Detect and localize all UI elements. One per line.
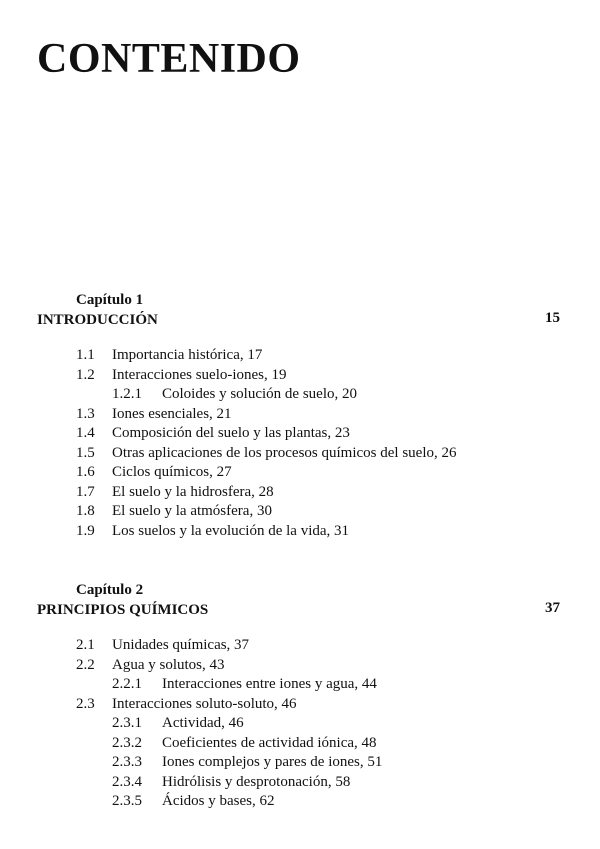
chapter-label: Capítulo 1 (76, 292, 144, 308)
section-title: Interacciones entre iones y agua, 44 (162, 676, 377, 692)
section-number: 2.3.1 (112, 715, 142, 731)
section-number: 1.8 (76, 503, 95, 519)
toc-subentry (0, 793, 600, 813)
section-title: El suelo y la hidrosfera, 28 (112, 483, 274, 500)
toc-entry (0, 445, 600, 465)
toc-entry (0, 425, 600, 445)
section-number: 1.3 (76, 405, 95, 422)
toc-subentry (0, 715, 600, 735)
section-number: 2.3.3 (112, 754, 142, 770)
section-title: Ciclos químicos, 27 (112, 464, 232, 480)
chapter-entries (0, 637, 600, 813)
toc-entry (0, 523, 600, 543)
section-number: 2.3.5 (112, 793, 142, 809)
section-title: Interacciones suelo-iones, 19 (112, 366, 287, 383)
section-title: Otras aplicaciones de los procesos químicos del suelo, 26 (112, 444, 457, 461)
toc-entry (0, 637, 600, 657)
chapter-page-number: 15 (545, 310, 560, 326)
chapter-entries (0, 347, 600, 542)
toc-subentry (0, 735, 600, 755)
section-number: 2.1 (76, 637, 95, 653)
toc-entry (0, 696, 600, 716)
section-title: Hidrólisis y desprotonación, 58 (162, 773, 351, 790)
toc-entry (0, 406, 600, 426)
section-title: Iones complejos y pares de iones, 51 (162, 754, 383, 770)
section-title: Coloides y solución de suelo, 20 (162, 386, 357, 402)
section-number: 2.3.2 (112, 734, 142, 751)
section-number: 1.2.1 (112, 386, 142, 402)
section-number: 1.7 (76, 483, 95, 500)
section-number: 1.5 (76, 444, 95, 461)
section-number: 2.3.4 (112, 773, 142, 790)
chapter-title: INTRODUCCIÓN (37, 312, 158, 328)
toc-subentry (0, 754, 600, 774)
chapter-page-number: 37 (545, 600, 560, 616)
section-title: Coeficientes de actividad iónica, 48 (162, 734, 377, 751)
section-title: Ácidos y bases, 62 (162, 793, 275, 809)
section-number: 1.1 (76, 347, 95, 363)
section-title: Los suelos y la evolución de la vida, 31 (112, 522, 350, 539)
toc-entry (0, 503, 600, 523)
toc-entry (0, 657, 600, 677)
section-number: 1.2 (76, 366, 95, 383)
page-title: CONTENIDO (37, 36, 301, 82)
toc-subentry (0, 386, 600, 406)
chapter-title: PRINCIPIOS QUÍMICOS (37, 602, 209, 618)
section-title: Composición del suelo y las plantas, 23 (112, 425, 350, 441)
toc-entry (0, 484, 600, 504)
section-number: 2.3 (76, 695, 95, 712)
toc-subentry (0, 774, 600, 794)
section-number: 2.2.1 (112, 676, 142, 692)
chapter-label: Capítulo 2 (76, 582, 144, 598)
section-number: 1.9 (76, 522, 95, 539)
section-number: 2.2 (76, 656, 95, 673)
toc-entry (0, 367, 600, 387)
section-title: El suelo y la atmósfera, 30 (112, 503, 272, 519)
section-number: 1.4 (76, 425, 95, 441)
section-title: Importancia histórica, 17 (112, 347, 263, 363)
section-title: Interacciones soluto-soluto, 46 (112, 695, 297, 712)
section-title: Actividad, 46 (162, 715, 244, 731)
section-title: Iones esenciales, 21 (112, 405, 232, 422)
toc-entry (0, 347, 600, 367)
section-number: 1.6 (76, 464, 95, 480)
section-title: Agua y solutos, 43 (112, 656, 225, 673)
toc-subentry (0, 676, 600, 696)
section-title: Unidades químicas, 37 (112, 637, 250, 653)
toc-entry (0, 464, 600, 484)
